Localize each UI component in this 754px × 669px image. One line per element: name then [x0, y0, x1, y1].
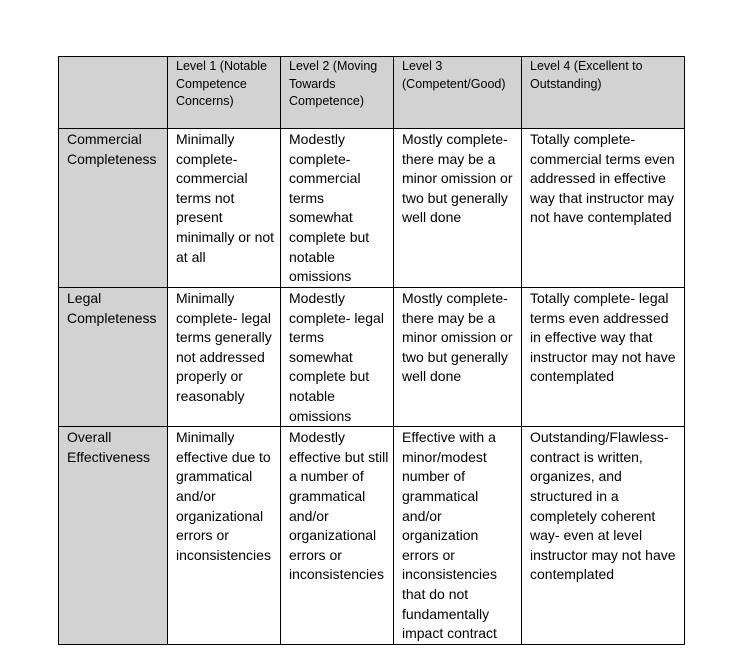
rubric-cell: Mostly complete- there may be a minor omission or two but generally well done: [394, 129, 522, 288]
level-4-header: Level 4 (Excellent to Outstanding): [522, 57, 685, 129]
rubric-cell: Modestly complete- commercial terms somewhat complete but notable omissions: [281, 129, 394, 288]
header-row: [59, 57, 685, 129]
table-row: [59, 129, 685, 288]
rubric-cell: Totally complete- commercial terms even addressed in effective way that instructor may not have contemplated: [522, 129, 685, 288]
table-row: [59, 427, 685, 645]
rubric-cell: Minimally complete- legal terms generally not addressed properly or reasonably: [168, 288, 281, 427]
level-2-header: Level 2 (Moving Towards Competence): [281, 57, 394, 129]
criterion-label: Legal Completeness: [59, 288, 168, 427]
rubric-cell: Outstanding/Flawless- contract is written, organizes, and structured in a completely coherent way- even at level instructor may not have contemplated: [522, 427, 685, 645]
rubric-cell: Modestly effective but still a number of grammatical and/or organizational errors or inconsistencies: [281, 427, 394, 645]
rubric-cell: Totally complete- legal terms even addressed in effective way that instructor may not have contemplated: [522, 288, 685, 427]
level-1-header: Level 1 (Notable Competence Concerns): [168, 57, 281, 129]
table-row: [59, 288, 685, 427]
rubric-cell: Minimally complete- commercial terms not present minimally or not at all: [168, 129, 281, 288]
rubric-cell: Minimally effective due to grammatical and/or organizational errors or inconsistencies: [168, 427, 281, 645]
rubric-cell: Modestly complete- legal terms somewhat complete but notable omissions: [281, 288, 394, 427]
grading-rubric-table: [58, 56, 685, 645]
criterion-label: Overall Effectiveness: [59, 427, 168, 645]
corner-cell: [59, 57, 168, 129]
rubric-cell: Mostly complete- there may be a minor omission or two but generally well done: [394, 288, 522, 427]
rubric-cell: Effective with a minor/modest number of grammatical and/or organization errors or inconsistencies that do not fundamentally impact contract: [394, 427, 522, 645]
criterion-label: Commercial Completeness: [59, 129, 168, 288]
level-3-header: Level 3 (Competent/Good): [394, 57, 522, 129]
